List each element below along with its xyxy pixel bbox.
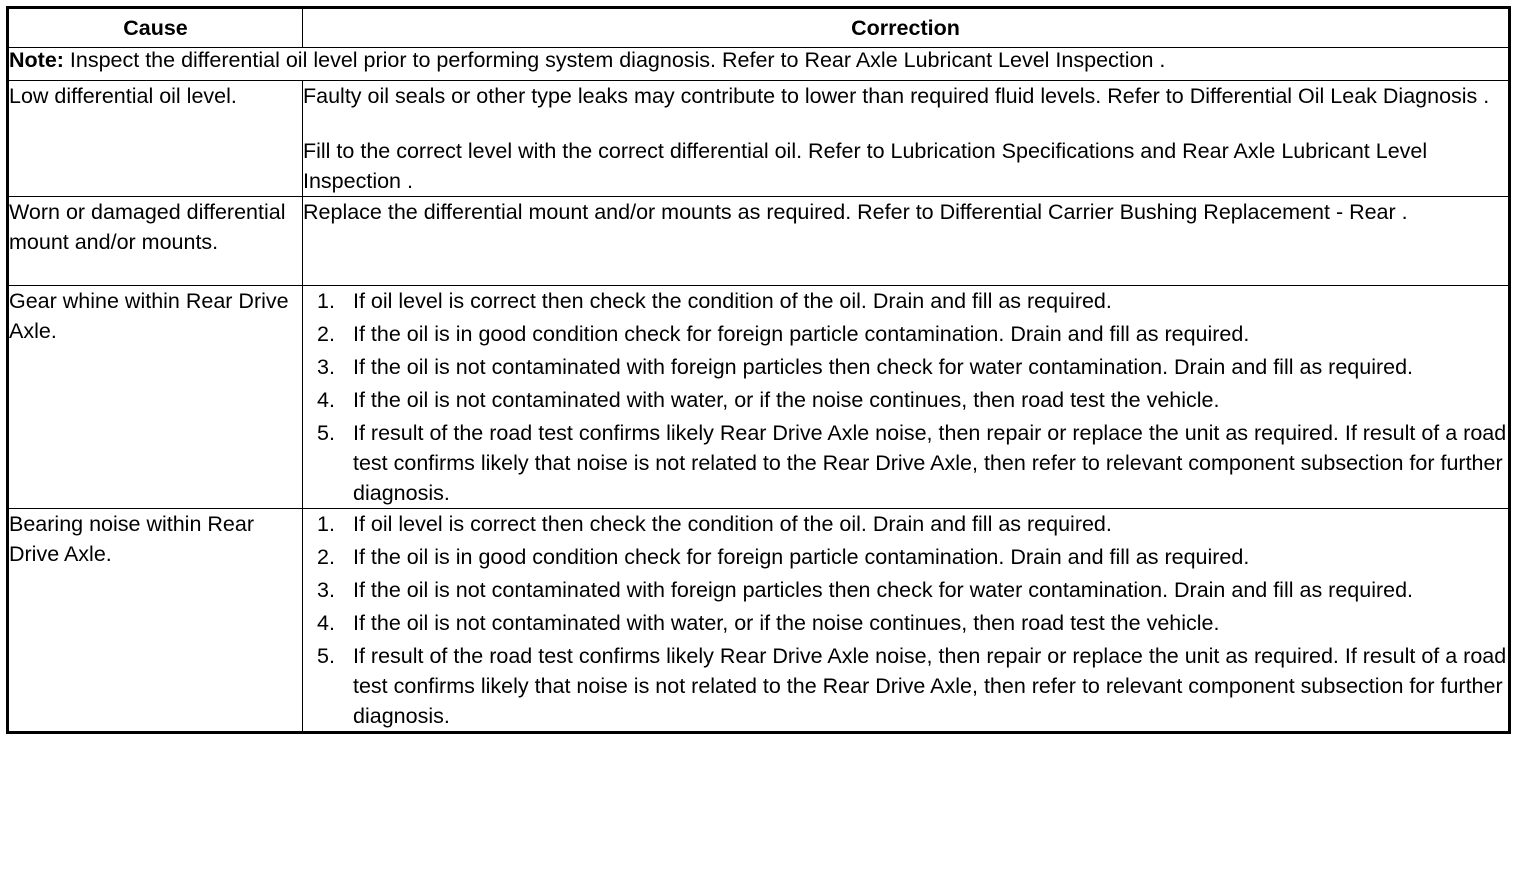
step-list (303, 509, 1508, 731)
step-text: If result of the road test confirms likely Rear Drive Axle noise, then repair or replace the unit as required. If result of a road test confirms likely that noise is not related to the Rear Drive Axle, then refer to relevant component subsection for further diagnosis. (353, 421, 1507, 505)
step-text: If the oil is not contaminated with water, or if the noise continues, then road test the vehicle. (353, 611, 1220, 635)
table-row (8, 509, 1510, 733)
list-item (317, 542, 1508, 572)
correction-cell (303, 197, 1510, 286)
step-text: If result of the road test confirms likely Rear Drive Axle noise, then repair or replace the unit as required. If result of a road test confirms likely that noise is not related to the Rear Drive Axle, then refer to relevant component subsection for further diagnosis. (353, 644, 1507, 728)
note-row (8, 48, 1510, 81)
step-number: 1. (317, 289, 335, 313)
table-row (8, 286, 1510, 509)
note-label: Note: (9, 48, 64, 72)
step-number: 3. (317, 355, 335, 379)
correction-paragraph: Faulty oil seals or other type leaks may contribute to lower than required fluid levels. Refer to Differential Oil Leak Diagnosis . (303, 84, 1490, 108)
table-row (8, 197, 1510, 286)
correction-paragraph: Fill to the correct level with the correct differential oil. Refer to Lubrication Specifications and Rear Axle Lubricant Level Inspection . (303, 139, 1428, 193)
list-item (317, 352, 1508, 382)
step-number: 3. (317, 578, 335, 602)
step-number: 5. (317, 644, 335, 668)
cause-cell: Worn or damaged differential mount and/or mounts. (8, 197, 303, 286)
diagnosis-table (6, 6, 1511, 734)
list-item (317, 418, 1508, 508)
cause-cell: Gear whine within Rear Drive Axle. (8, 286, 303, 509)
step-text: If the oil is in good condition check for foreign particle contamination. Drain and fill as required. (353, 545, 1250, 569)
step-text: If the oil is in good condition check for foreign particle contamination. Drain and fill as required. (353, 322, 1250, 346)
step-number: 4. (317, 388, 335, 412)
note-cell (8, 48, 1510, 81)
list-item (317, 608, 1508, 638)
step-number: 2. (317, 322, 335, 346)
list-item (317, 641, 1508, 731)
list-item (317, 319, 1508, 349)
cause-cell: Bearing noise within Rear Drive Axle. (8, 509, 303, 733)
list-item (317, 575, 1508, 605)
step-text: If oil level is correct then check the condition of the oil. Drain and fill as required. (353, 512, 1112, 536)
table-row (8, 81, 1510, 197)
step-number: 5. (317, 421, 335, 445)
header-cause: Cause (8, 8, 303, 48)
step-text: If the oil is not contaminated with foreign particles then check for water contamination. Drain and fill as required. (353, 355, 1414, 379)
cause-cell: Low differential oil level. (8, 81, 303, 197)
step-text: If the oil is not contaminated with foreign particles then check for water contamination. Drain and fill as required. (353, 578, 1414, 602)
correction-cell (303, 286, 1510, 509)
correction-paragraph: Replace the differential mount and/or mounts as required. Refer to Differential Carrier Bushing Replacement - Rear . (303, 200, 1408, 224)
correction-cell (303, 81, 1510, 197)
list-item (317, 385, 1508, 415)
header-row (8, 8, 1510, 48)
step-text: If oil level is correct then check the condition of the oil. Drain and fill as required. (353, 289, 1112, 313)
step-text: If the oil is not contaminated with water, or if the noise continues, then road test the vehicle. (353, 388, 1220, 412)
step-list (303, 286, 1508, 508)
list-item (317, 509, 1508, 539)
step-number: 1. (317, 512, 335, 536)
correction-cell (303, 509, 1510, 733)
step-number: 4. (317, 611, 335, 635)
list-item (317, 286, 1508, 316)
note-text: Inspect the differential oil level prior to performing system diagnosis. Refer to Rear Axle Lubricant Level Inspection . (63, 48, 1166, 72)
header-correction: Correction (303, 8, 1510, 48)
step-number: 2. (317, 545, 335, 569)
